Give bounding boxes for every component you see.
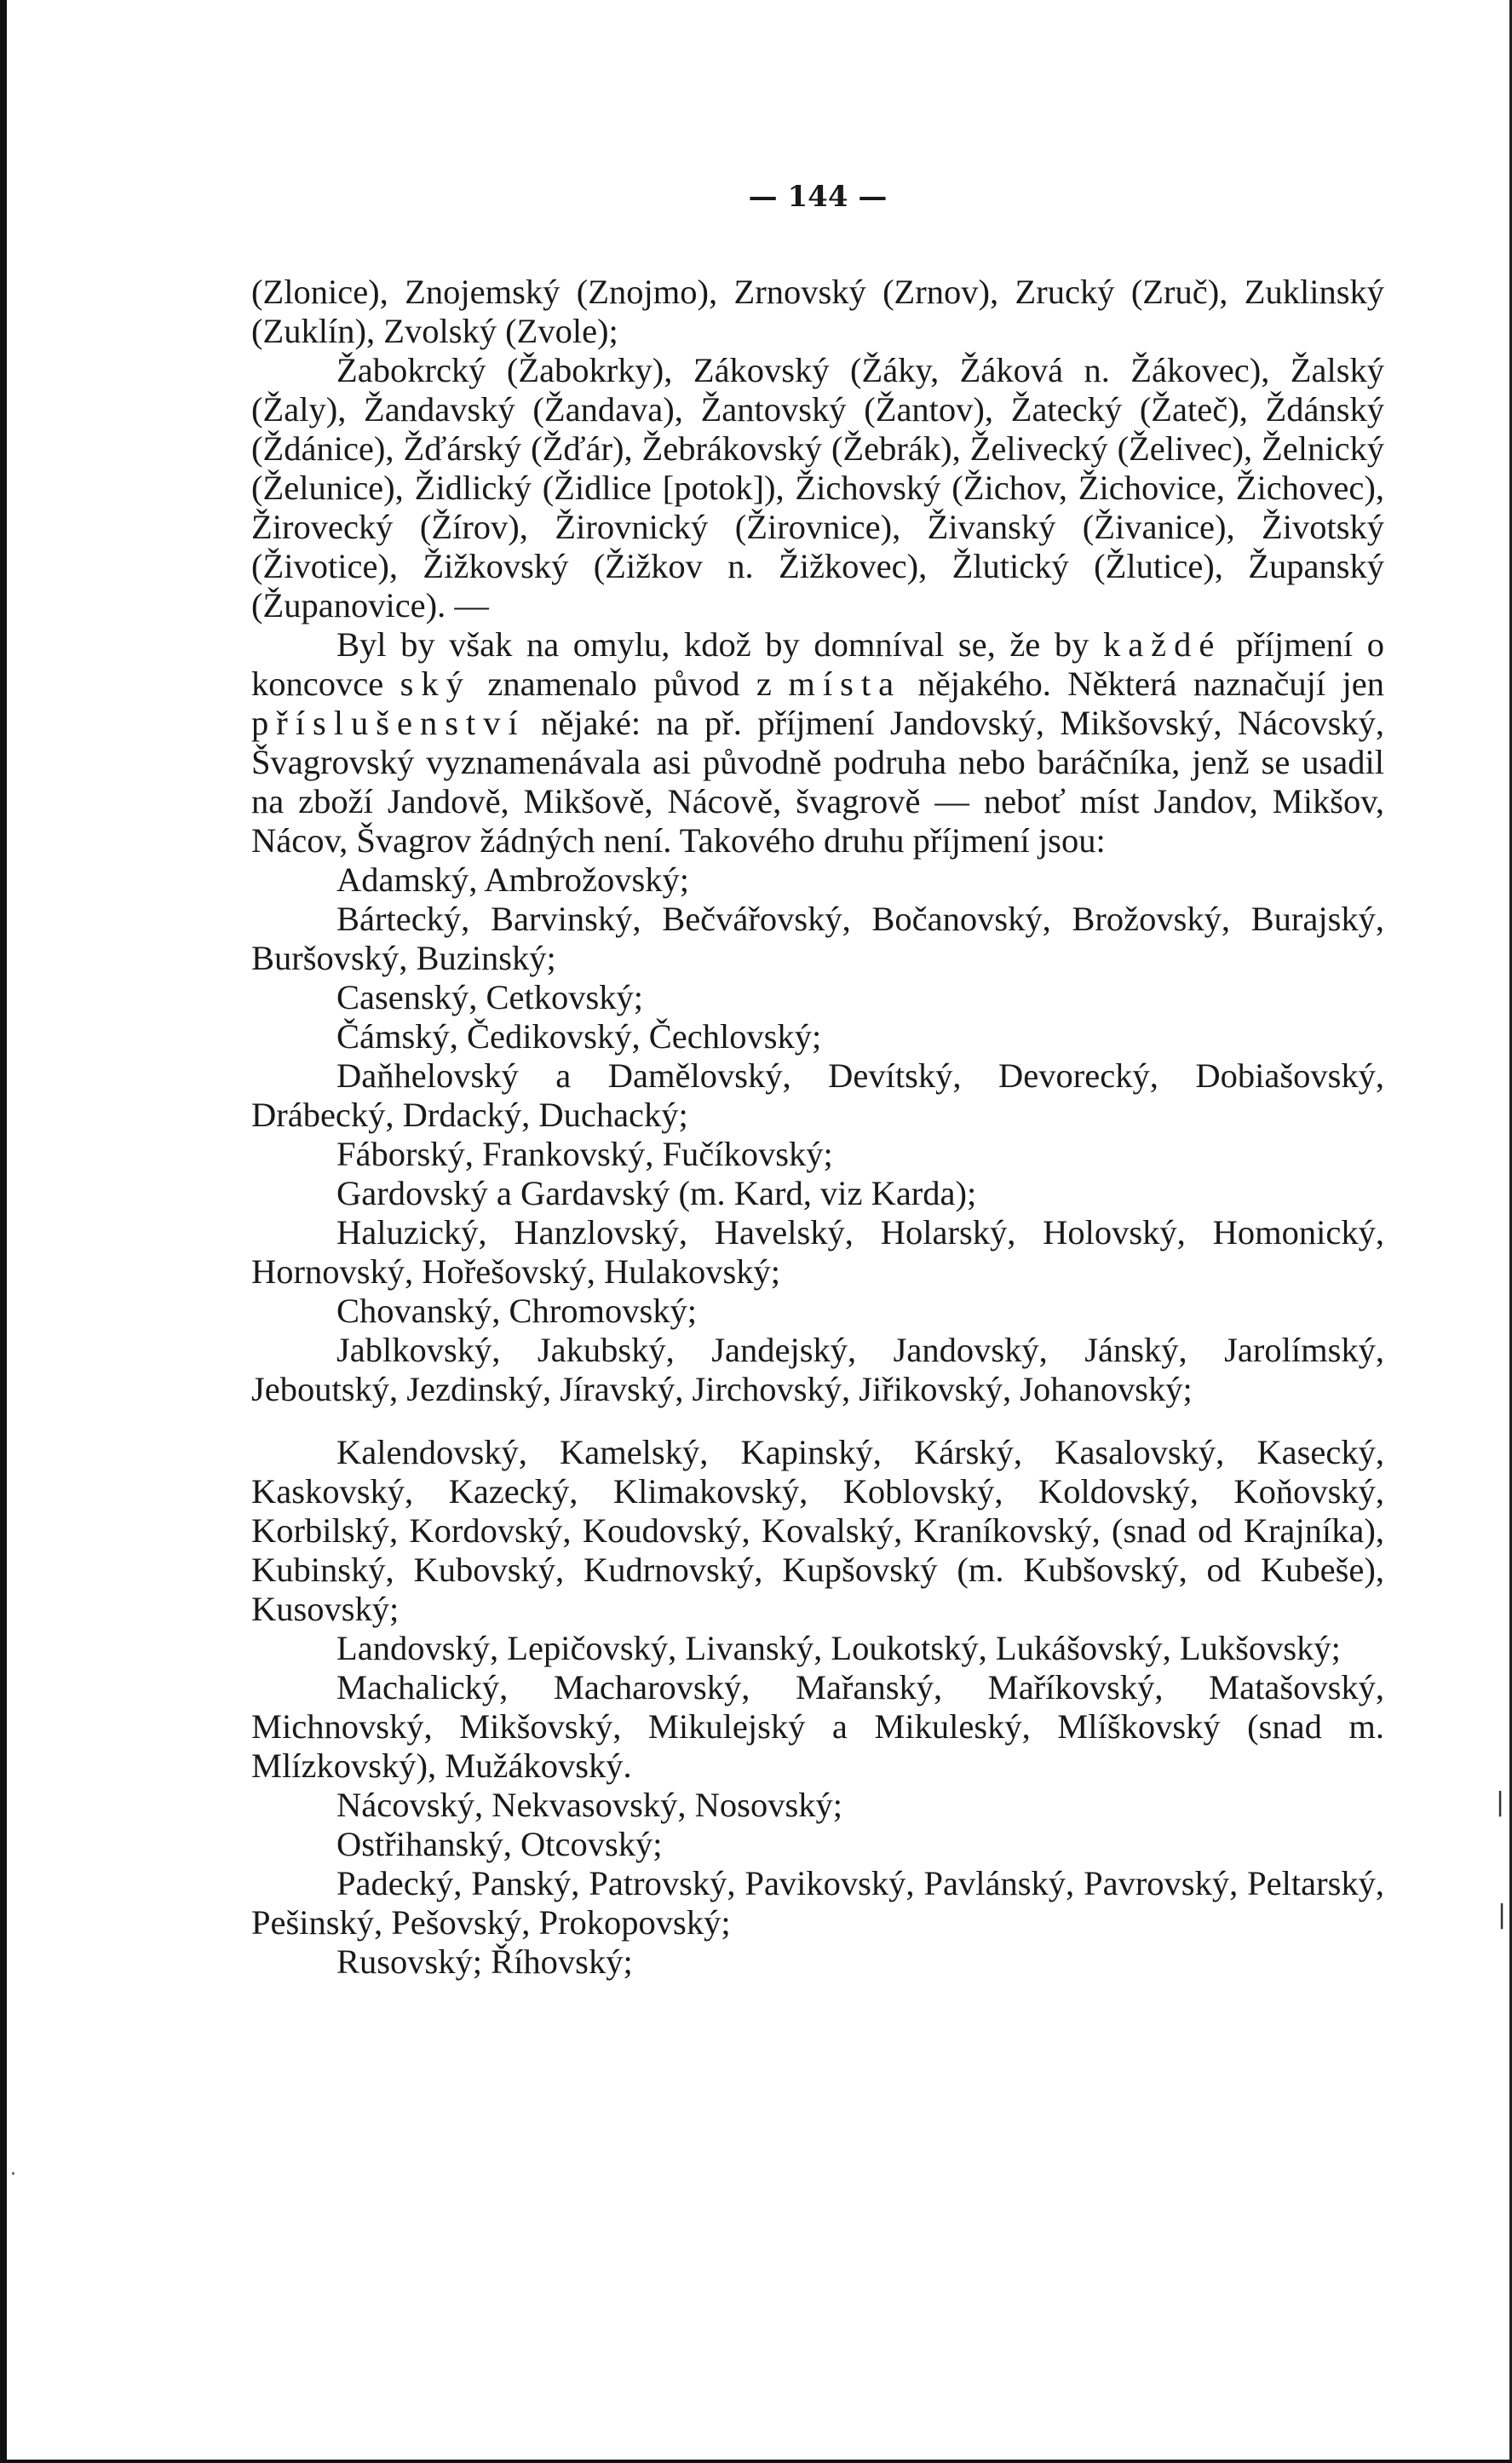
spaced-emphasis: místa: [788, 665, 902, 703]
page-body: [251, 273, 1384, 1982]
text-run: Rusovský; Říhovský;: [336, 1942, 633, 1981]
spaced-emphasis: každé: [1102, 625, 1222, 664]
paragraph-p-byl: [251, 625, 1384, 860]
paragraph-l-p: [251, 1864, 1384, 1942]
paragraph-p-cont: [251, 273, 1384, 351]
text-run: Ostřihanský, Otcovský;: [336, 1825, 663, 1863]
text-run: Casenský, Cetkovský;: [336, 978, 643, 1016]
paragraph-l-j: [251, 1331, 1384, 1409]
paragraph-l-ch: [251, 1292, 1384, 1331]
text-run: nějaké: na př. příjmení Jandovský, Mikšovský, Nácovský, Švagrovský vyznamenávala asi původně podruha nebo baráčníka, jenž se usadil na zboží Jandově, Mikšově, Nácově, švagrově — neboť míst Jandov, Mikšov, Nácov, Švagrov žádných není. Takového druhu příjmení jsou:: [251, 704, 1384, 860]
text-run: příjmení o koncovce: [251, 625, 1384, 703]
text-run: Adamský, Ambrožovský;: [336, 860, 689, 899]
text-run: znamenalo původ z: [470, 665, 789, 703]
text-run: Chovanský, Chromovský;: [336, 1292, 698, 1330]
text-run: Fáborský, Frankovský, Fučíkovský;: [336, 1135, 833, 1173]
text-run: Gardovský a Gardavský (m. Kard, viz Karda);: [336, 1174, 977, 1212]
text-run: Žabokrcký (Žabokrky), Zákovský (Žáky, Žáková n. Žákovec), Žalský (Žaly), Žandavský (Žandava), Žantovský (Žantov), Žatecký (Žateč), Ždánský (Ždánice), Žďárský (Žďár), Žebrákovský (Žebrák), Želivecký (Želivec), Želnický (Želunice), Židlický (Židlice [potok]), Žichovský (Žichov, Žichovice, Žichovec), Žirovecký (Žírov), Žirovnický (Žirovnice), Živanský (Živanice), Životský (Životice), Žižkovský (Žižkov n. Žižkovec), Žlutický (Žlutice), Županský (Županovice). —: [251, 351, 1384, 624]
margin-scan-mark: |: [1496, 1787, 1505, 1817]
text-run: nějakého. Některá naznačují jen: [901, 665, 1384, 703]
text-run: Kalendovský, Kamelský, Kapinský, Kárský, Kasalovský, Kasecký, Kaskovský, Kazecký, Klimakovský, Koblovský, Koldovský, Koňovský, Korbilský, Kordovský, Koudovský, Kovalský, Kraníkovský, (snad od Krajníka), Kubinský, Kubovský, Kudrnovský, Kupšovský (m. Kubšovský, od Kubeše), Kusovský;: [251, 1433, 1384, 1628]
paragraph-l-f: [251, 1135, 1384, 1174]
paragraph-l-g: [251, 1174, 1384, 1213]
text-run: Padecký, Panský, Patrovský, Pavikovský, Pavlánský, Pavrovský, Peltarský, Pešinský, Pešovský, Prokopovský;: [251, 1864, 1384, 1942]
margin-scan-mark: ·: [10, 2164, 16, 2185]
text-run: Machalický, Macharovský, Mařanský, Maříkovský, Matašovský, Michnovský, Mikšovský, Mikulejský a Mikuleský, Mlíškovský (snad m. Mlízkovský), Mužákovský.: [251, 1668, 1384, 1785]
text-run: Byl by však na omylu, kdož by domníval se, že by: [336, 625, 1103, 664]
paragraph-l-l: [251, 1629, 1384, 1668]
text-run: Haluzický, Hanzlovský, Havelský, Holarský, Holovský, Homonický, Hornovský, Hořešovský, Hulakovský;: [251, 1213, 1384, 1291]
paragraph-l-o: [251, 1825, 1384, 1864]
spaced-emphasis: příslušenství: [251, 704, 526, 742]
paragraph-l-a: [251, 860, 1384, 900]
paragraph-l-r: [251, 1942, 1384, 1982]
paragraph-l-m: [251, 1668, 1384, 1786]
text-run: Čámský, Čedikovský, Čechlovský;: [336, 1017, 822, 1056]
paragraph-l-b: [251, 900, 1384, 978]
text-run: Daňhelovský a Damělovský, Devítský, Devorecký, Dobiašovský, Drábecký, Drdacký, Duchacký;: [251, 1056, 1384, 1134]
paragraph-l-d: [251, 1056, 1384, 1135]
page-number: — 144 —: [748, 180, 888, 214]
paragraph-l-k: [251, 1433, 1384, 1629]
text-run: Landovský, Lepičovský, Livanský, Loukotský, Lukášovský, Lukšovský;: [336, 1629, 1341, 1667]
spaced-emphasis: ský: [400, 665, 471, 703]
paragraph-l-n: [251, 1786, 1384, 1825]
margin-scan-mark: |: [1498, 1900, 1507, 1930]
text-run: Bártecký, Barvinský, Bečvářovský, Bočanovský, Brožovský, Burajský, Buršovský, Buzinský;: [251, 900, 1384, 977]
text-run: Nácovský, Nekvasovský, Nosovský;: [336, 1786, 842, 1824]
paragraph-l-c: [251, 978, 1384, 1017]
paragraph-p-zh: [251, 351, 1384, 625]
paragraph-l-cz: [251, 1017, 1384, 1056]
paragraph-l-h: [251, 1213, 1384, 1292]
text-run: (Zlonice), Znojemský (Znojmo), Zrnovský (Zrnov), Zrucký (Zruč), Zuklinský (Zuklín), Zvolský (Zvole);: [251, 273, 1384, 350]
text-run: Jablkovský, Jakubský, Jandejský, Jandovský, Jánský, Jarolímský, Jeboutský, Jezdinský, Jíravský, Jirchovský, Jiřikovský, Johanovský;: [251, 1331, 1384, 1408]
